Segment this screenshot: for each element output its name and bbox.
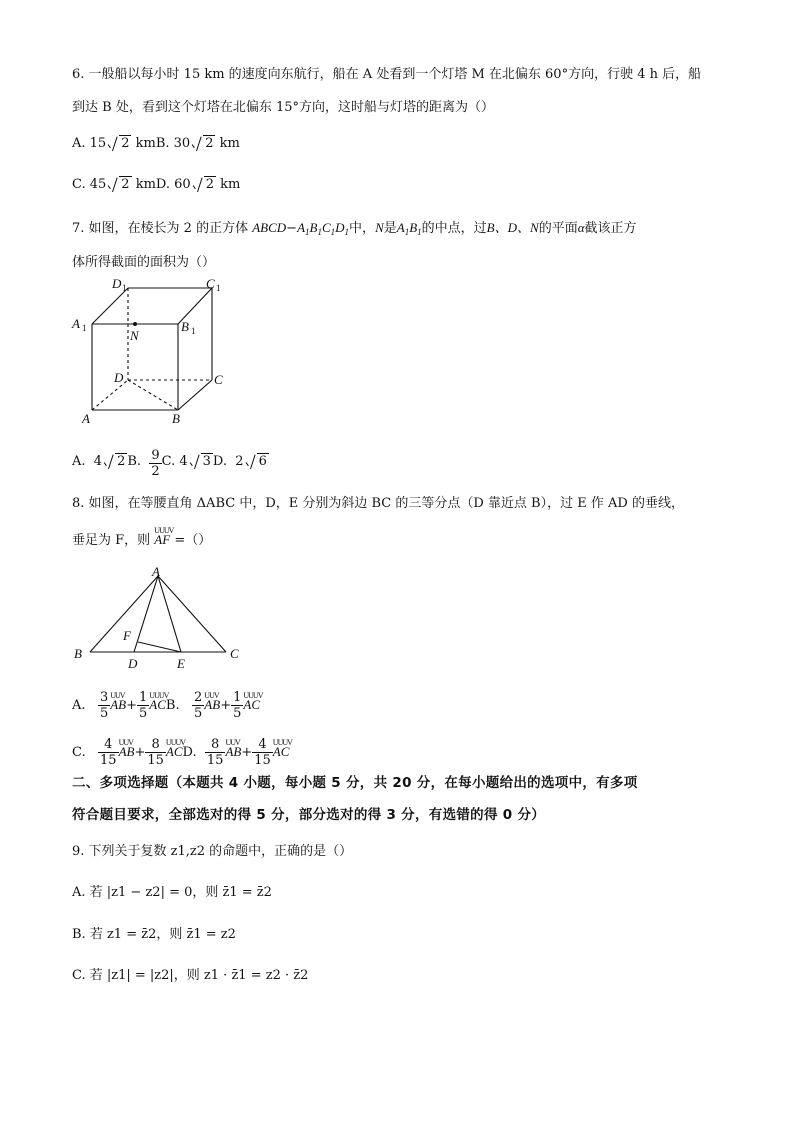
svg-text:1: 1 xyxy=(122,283,127,293)
label-a1: A xyxy=(72,316,80,331)
label-a: A xyxy=(152,564,160,579)
q6-stem-line2: 到达 B 处，看到这个灯塔在北偏东 15°方向，这时船与灯塔的距离为（） xyxy=(72,100,494,115)
q9-option-c[interactable]: C. 若 |z1| = |z2|，则 z1 · z̄1 = z2 · z̄2 xyxy=(72,968,309,983)
q6-option-cd[interactable]: C. 45 2 kmD. 60 2 km xyxy=(72,177,241,192)
q7-stem-line2: 体所得截面的面积为（） xyxy=(72,255,216,270)
label-n: N xyxy=(130,328,139,343)
label-e: E xyxy=(177,656,185,671)
section2-heading-line1: 二、多项选择题（本题共 4 小题，每小题 5 分，共 20 分，在每小题给出的选项中，有多项 xyxy=(72,775,638,791)
section2-heading-line2: 符合题目要求，全部选对的得 5 分，部分选对的得 3 分，有选错的得 0 分） xyxy=(72,807,546,823)
svg-text:1: 1 xyxy=(82,323,87,333)
sqrt-symbol: 3 xyxy=(190,453,213,471)
label-b: B xyxy=(74,646,82,661)
sqrt-symbol: 2 xyxy=(193,176,216,194)
q8-options-cd[interactable]: C. $\frac{4}{15}$ UUV AB+ $\frac{8}{15}$ UUUV ACD. $\frac{8}{15}$ UUV AB+ $\frac{4}{15}$ UUUV AC xyxy=(72,737,289,768)
q7-options[interactable]: A. 4 2 B. $\frac{9}{2}$ C. 4 3 D. 2 6 xyxy=(72,448,267,479)
label-a: A xyxy=(82,411,90,426)
q6-option-ab[interactable]: A. 15 2 kmB. 30 2 km xyxy=(72,136,240,151)
triangle-figure xyxy=(66,564,256,674)
label-d: D xyxy=(128,656,138,671)
label-f: F xyxy=(123,628,131,643)
label-d: D xyxy=(114,370,124,385)
svg-text:1: 1 xyxy=(191,326,196,336)
label-b1: B xyxy=(181,319,189,334)
label-d1: D xyxy=(112,276,122,291)
svg-text:1: 1 xyxy=(216,283,221,293)
q9-stem: 9. 下列关于复数 z1,z2 的命题中，正确的是（） xyxy=(72,844,353,859)
label-c: C xyxy=(214,372,223,387)
sqrt-symbol: 2 xyxy=(108,135,131,153)
q7-stem-line1: 7. 如图，在棱长为 2 的正方体 $ABCD-A_1B_1C_1D_1$中，N是$A_1B_1$的中点，过B、D、N的平面α截该正方 xyxy=(72,220,637,237)
label-c1: C xyxy=(206,276,215,291)
sqrt-symbol: 2 xyxy=(192,135,215,153)
cube-figure xyxy=(60,276,240,428)
label-b: B xyxy=(172,411,180,426)
q8-stem-line1: 8. 如图，在等腰直角 ΔABC 中，D，E 分别为斜边 BC 的三等分点（D 靠近点 B），过 E 作 AD 的垂线， xyxy=(72,496,684,511)
label-c: C xyxy=(230,646,239,661)
q9-option-b[interactable]: B. 若 z1 = z̄2，则 z̄1 = z2 xyxy=(72,927,236,942)
sqrt-symbol: 6 xyxy=(246,453,269,471)
q8-options-ab[interactable]: A. $\frac{3}{5}$ UUV AB+ $\frac{1}{5}$ UUUV ACB. $\frac{2}{5}$ UUV AB+ $\frac{1}{5}$ UUUV AC xyxy=(72,690,260,721)
point-n xyxy=(133,322,137,326)
q9-option-a[interactable]: A. 若 |z1 − z2| = 0，则 z̄1 = z̄2 xyxy=(72,885,272,900)
sqrt-symbol: 2 xyxy=(108,176,131,194)
sqrt-symbol: 2 xyxy=(104,453,127,471)
q8-stem-line2: 垂足为 F，则 UUUV AF =（） xyxy=(72,531,211,550)
q6-stem-line1: 6. 一般船以每小时 15 km 的速度向东航行，船在 A 处看到一个灯塔 M 在北偏东 60°方向，行驶 4 h 后，船 xyxy=(72,67,702,82)
